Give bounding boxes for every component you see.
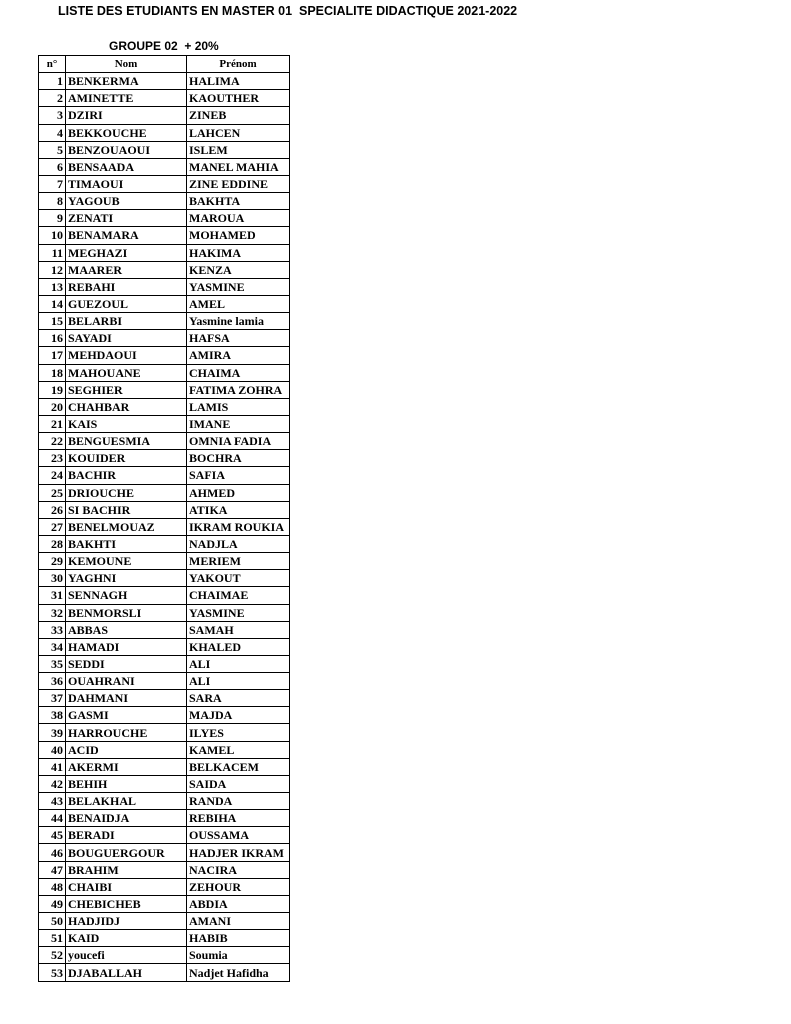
student-nom: BELAKHAL: [66, 793, 187, 810]
student-nom: MEGHAZI: [66, 244, 187, 261]
row-number: 53: [39, 964, 66, 981]
student-prenom: BOCHRA: [187, 450, 290, 467]
student-prenom: MAROUA: [187, 210, 290, 227]
table-row: [39, 810, 290, 827]
student-prenom: HAFSA: [187, 330, 290, 347]
table-row: [39, 655, 290, 672]
student-prenom: REBIHA: [187, 810, 290, 827]
table-row: [39, 758, 290, 775]
header-nom: Nom: [66, 56, 187, 73]
student-prenom: AMIRA: [187, 347, 290, 364]
row-number: 41: [39, 758, 66, 775]
row-number: 11: [39, 244, 66, 261]
table-row: [39, 878, 290, 895]
student-nom: BACHIR: [66, 467, 187, 484]
student-nom: HARROUCHE: [66, 724, 187, 741]
row-number: 6: [39, 158, 66, 175]
table-header-row: [39, 56, 290, 73]
student-prenom: AMANI: [187, 913, 290, 930]
student-nom: GUEZOUL: [66, 295, 187, 312]
student-prenom: ZINEB: [187, 107, 290, 124]
student-nom: BENZOUAOUI: [66, 141, 187, 158]
student-nom: DZIRI: [66, 107, 187, 124]
table-row: [39, 844, 290, 861]
student-prenom: LAMIS: [187, 398, 290, 415]
table-row: [39, 930, 290, 947]
student-prenom: NADJLA: [187, 535, 290, 552]
row-number: 10: [39, 227, 66, 244]
student-prenom: Soumia: [187, 947, 290, 964]
table-row: [39, 707, 290, 724]
student-nom: MAARER: [66, 261, 187, 278]
row-number: 15: [39, 313, 66, 330]
table-row: [39, 295, 290, 312]
row-number: 38: [39, 707, 66, 724]
row-number: 21: [39, 415, 66, 432]
student-nom: BEHIH: [66, 775, 187, 792]
row-number: 16: [39, 330, 66, 347]
student-nom: MEHDAOUI: [66, 347, 187, 364]
row-number: 52: [39, 947, 66, 964]
student-nom: BENKERMA: [66, 73, 187, 90]
student-nom: BENGUESMIA: [66, 433, 187, 450]
row-number: 14: [39, 295, 66, 312]
table-row: [39, 741, 290, 758]
row-number: 45: [39, 827, 66, 844]
row-number: 27: [39, 518, 66, 535]
row-number: 29: [39, 553, 66, 570]
student-nom: BENAIDJA: [66, 810, 187, 827]
table-row: [39, 261, 290, 278]
table-row: [39, 90, 290, 107]
row-number: 3: [39, 107, 66, 124]
row-number: 25: [39, 484, 66, 501]
student-prenom: BELKACEM: [187, 758, 290, 775]
row-number: 46: [39, 844, 66, 861]
student-nom: BOUGUERGOUR: [66, 844, 187, 861]
student-nom: HADJIDJ: [66, 913, 187, 930]
student-nom: DJABALLAH: [66, 964, 187, 981]
student-prenom: OUSSAMA: [187, 827, 290, 844]
student-prenom: MANEL MAHIA: [187, 158, 290, 175]
row-number: 50: [39, 913, 66, 930]
table-row: [39, 587, 290, 604]
student-nom: TIMAOUI: [66, 175, 187, 192]
table-row: [39, 175, 290, 192]
table-row: [39, 141, 290, 158]
student-nom: CHAHBAR: [66, 398, 187, 415]
student-nom: BRAHIM: [66, 861, 187, 878]
table-row: [39, 570, 290, 587]
student-prenom: KHALED: [187, 638, 290, 655]
row-number: 47: [39, 861, 66, 878]
student-prenom: AMEL: [187, 295, 290, 312]
row-number: 1: [39, 73, 66, 90]
row-number: 33: [39, 621, 66, 638]
student-nom: BERADI: [66, 827, 187, 844]
table-row: [39, 861, 290, 878]
student-prenom: HADJER IKRAM: [187, 844, 290, 861]
student-prenom: YASMINE: [187, 604, 290, 621]
student-prenom: HAKIMA: [187, 244, 290, 261]
student-nom: KEMOUNE: [66, 553, 187, 570]
student-prenom: SAFIA: [187, 467, 290, 484]
student-nom: youcefi: [66, 947, 187, 964]
student-nom: OUAHRANI: [66, 673, 187, 690]
student-prenom: SAMAH: [187, 621, 290, 638]
row-number: 34: [39, 638, 66, 655]
student-prenom: ALI: [187, 655, 290, 672]
table-row: [39, 501, 290, 518]
table-row: [39, 913, 290, 930]
row-number: 19: [39, 381, 66, 398]
student-nom: BENELMOUAZ: [66, 518, 187, 535]
table-row: [39, 450, 290, 467]
student-prenom: AHMED: [187, 484, 290, 501]
table-row: [39, 347, 290, 364]
student-prenom: OMNIA FADIA: [187, 433, 290, 450]
row-number: 48: [39, 878, 66, 895]
table-row: [39, 158, 290, 175]
student-nom: ABBAS: [66, 621, 187, 638]
row-number: 18: [39, 364, 66, 381]
student-prenom: ILYES: [187, 724, 290, 741]
student-prenom: LAHCEN: [187, 124, 290, 141]
student-nom: SEGHIER: [66, 381, 187, 398]
row-number: 5: [39, 141, 66, 158]
table-row: [39, 484, 290, 501]
student-prenom: ABDIA: [187, 895, 290, 912]
student-prenom: KAOUTHER: [187, 90, 290, 107]
table-row: [39, 964, 290, 981]
student-prenom: CHAIMAE: [187, 587, 290, 604]
student-prenom: Yasmine lamia: [187, 313, 290, 330]
student-prenom: ZEHOUR: [187, 878, 290, 895]
table-row: [39, 107, 290, 124]
row-number: 28: [39, 535, 66, 552]
student-prenom: BAKHTA: [187, 193, 290, 210]
student-prenom: ISLEM: [187, 141, 290, 158]
table-row: [39, 690, 290, 707]
student-prenom: YASMINE: [187, 278, 290, 295]
row-number: 20: [39, 398, 66, 415]
student-prenom: CHAIMA: [187, 364, 290, 381]
table-row: [39, 364, 290, 381]
student-prenom: ZINE EDDINE: [187, 175, 290, 192]
row-number: 40: [39, 741, 66, 758]
table-row: [39, 210, 290, 227]
row-number: 39: [39, 724, 66, 741]
student-nom: YAGOUB: [66, 193, 187, 210]
student-prenom: SARA: [187, 690, 290, 707]
row-number: 42: [39, 775, 66, 792]
table-row: [39, 775, 290, 792]
row-number: 35: [39, 655, 66, 672]
student-nom: KAID: [66, 930, 187, 947]
student-nom: BENSAADA: [66, 158, 187, 175]
table-row: [39, 415, 290, 432]
student-nom: REBAHI: [66, 278, 187, 295]
table-row: [39, 827, 290, 844]
student-prenom: HALIMA: [187, 73, 290, 90]
student-nom: BENAMARA: [66, 227, 187, 244]
table-row: [39, 724, 290, 741]
row-number: 23: [39, 450, 66, 467]
row-number: 31: [39, 587, 66, 604]
student-prenom: HABIB: [187, 930, 290, 947]
student-rows: [39, 73, 290, 981]
student-nom: YAGHNI: [66, 570, 187, 587]
header-prenom: Prénom: [187, 56, 290, 73]
table-row: [39, 398, 290, 415]
student-prenom: YAKOUT: [187, 570, 290, 587]
student-nom: AKERMI: [66, 758, 187, 775]
row-number: 49: [39, 895, 66, 912]
row-number: 30: [39, 570, 66, 587]
student-nom: KOUIDER: [66, 450, 187, 467]
row-number: 4: [39, 124, 66, 141]
table-row: [39, 124, 290, 141]
student-nom: DRIOUCHE: [66, 484, 187, 501]
table-row: [39, 793, 290, 810]
student-prenom: ALI: [187, 673, 290, 690]
student-prenom: ATIKA: [187, 501, 290, 518]
student-prenom: MERIEM: [187, 553, 290, 570]
table-row: [39, 621, 290, 638]
table-row: [39, 518, 290, 535]
row-number: 44: [39, 810, 66, 827]
row-number: 7: [39, 175, 66, 192]
student-nom: SEDDI: [66, 655, 187, 672]
student-nom: BENMORSLI: [66, 604, 187, 621]
student-prenom: MAJDA: [187, 707, 290, 724]
student-nom: HAMADI: [66, 638, 187, 655]
row-number: 26: [39, 501, 66, 518]
table-row: [39, 535, 290, 552]
group-label: GROUPE 02 + 20%: [109, 39, 219, 53]
student-nom: BELARBI: [66, 313, 187, 330]
student-nom: AMINETTE: [66, 90, 187, 107]
table-row: [39, 227, 290, 244]
table-row: [39, 433, 290, 450]
student-nom: ACID: [66, 741, 187, 758]
row-number: 12: [39, 261, 66, 278]
student-nom: ZENATI: [66, 210, 187, 227]
header-num: n°: [39, 56, 66, 73]
student-table: [38, 55, 290, 982]
row-number: 22: [39, 433, 66, 450]
student-prenom: IMANE: [187, 415, 290, 432]
student-prenom: KENZA: [187, 261, 290, 278]
row-number: 9: [39, 210, 66, 227]
row-number: 37: [39, 690, 66, 707]
row-number: 8: [39, 193, 66, 210]
student-nom: CHEBICHEB: [66, 895, 187, 912]
page-title: LISTE DES ETUDIANTS EN MASTER 01 SPECIALITE DIDACTIQUE 2021-2022: [58, 4, 518, 18]
student-prenom: MOHAMED: [187, 227, 290, 244]
student-nom: MAHOUANE: [66, 364, 187, 381]
student-nom: BEKKOUCHE: [66, 124, 187, 141]
table-row: [39, 193, 290, 210]
table-row: [39, 244, 290, 261]
student-prenom: IKRAM ROUKIA: [187, 518, 290, 535]
student-prenom: FATIMA ZOHRA: [187, 381, 290, 398]
table-row: [39, 553, 290, 570]
table-row: [39, 381, 290, 398]
row-number: 51: [39, 930, 66, 947]
student-prenom: RANDA: [187, 793, 290, 810]
student-nom: GASMI: [66, 707, 187, 724]
table-row: [39, 330, 290, 347]
student-nom: SAYADI: [66, 330, 187, 347]
student-nom: CHAIBI: [66, 878, 187, 895]
table-row: [39, 278, 290, 295]
row-number: 36: [39, 673, 66, 690]
student-prenom: Nadjet Hafidha: [187, 964, 290, 981]
student-nom: DAHMANI: [66, 690, 187, 707]
table-row: [39, 467, 290, 484]
student-nom: KAIS: [66, 415, 187, 432]
row-number: 43: [39, 793, 66, 810]
row-number: 32: [39, 604, 66, 621]
student-nom: SENNAGH: [66, 587, 187, 604]
table-row: [39, 947, 290, 964]
row-number: 13: [39, 278, 66, 295]
table-row: [39, 638, 290, 655]
student-prenom: KAMEL: [187, 741, 290, 758]
table-row: [39, 73, 290, 90]
student-prenom: NACIRA: [187, 861, 290, 878]
table-row: [39, 895, 290, 912]
row-number: 2: [39, 90, 66, 107]
table-row: [39, 604, 290, 621]
student-nom: BAKHTI: [66, 535, 187, 552]
row-number: 24: [39, 467, 66, 484]
table-row: [39, 673, 290, 690]
student-nom: SI BACHIR: [66, 501, 187, 518]
table-row: [39, 313, 290, 330]
row-number: 17: [39, 347, 66, 364]
student-prenom: SAIDA: [187, 775, 290, 792]
